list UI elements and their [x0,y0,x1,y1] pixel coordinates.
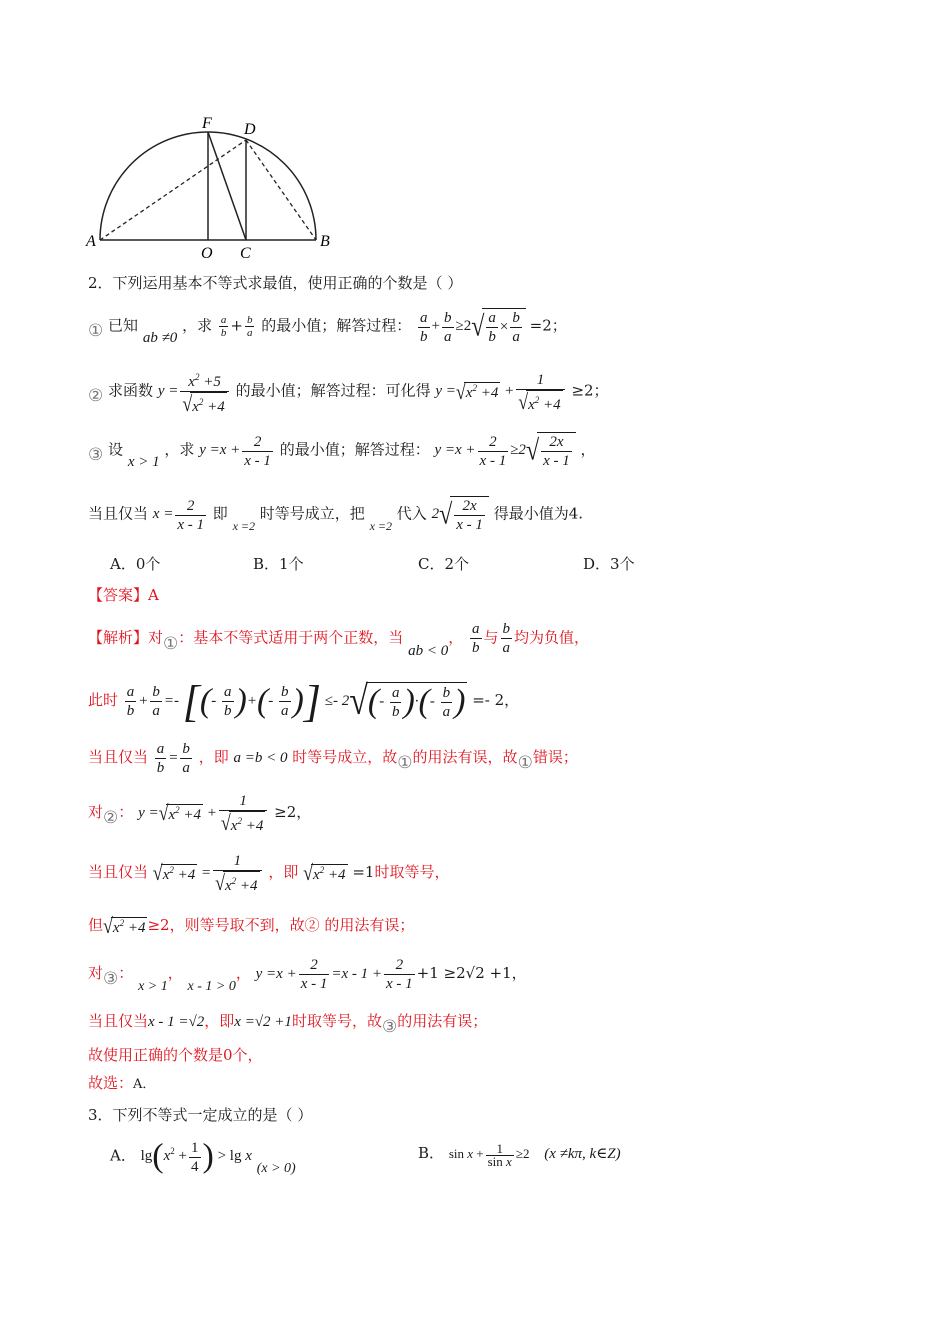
q2-stem: 2．下列运用基本不等式求最值，使用正确的个数是（ ） [88,274,463,292]
analysis-p10: 故选：A． [88,1074,156,1092]
marker-1: ① [88,321,104,342]
label-O: O [201,245,213,262]
label-B: B [320,233,330,250]
q2-item-1: ① 已知 ab ≠0 ，求 $\frac{a}{b}$ + $\frac{b}{a}$ 的最小值；解答过程： $\frac{a}{b}$ + $\frac{b}{a}$ ≥2√ $\frac{a}{b}$ × $\frac{b}{a}$ =2； [88,309,567,347]
segment-FC [208,132,246,240]
label-D: D [244,121,256,138]
analysis-p9: 故使用正确的个数是0个， [88,1046,263,1064]
q3-stem: 3．下列不等式一定成立的是（ ） [88,1106,313,1124]
marker-2: ② [88,386,104,407]
q2-option-c: C．2个 [418,555,470,573]
answer-line: 【答案】A [88,586,159,604]
segment-AD [100,140,246,240]
q2-option-b: B．1个 [253,555,304,573]
segment-DB [246,140,316,240]
label-F: F [202,115,212,132]
analysis-p3: 当且仅当 $\frac{a}{b}$ = $\frac{b}{a}$ ，即 a =b < 0 时等号成立，故①的用法有误，故①错误； [88,741,578,776]
label-A: A [86,233,96,250]
marker-3: ③ [88,445,104,466]
label-C: C [240,245,251,262]
q3-option-b: B． sin x + $\frac{1}{\text{sin x}}$ ≥2 (x ≠kπ, k∈Z) [418,1140,621,1169]
q2-item-2: ② 求函数 y = $\frac{x^2 +5}{√x^2 +4}$ 的最小值；解答过程：可化得 $y =√x^2 +4$ + $\frac{1}{√x^2 +4}$ ≥2； [88,368,609,416]
q2-option-a: A．0个 [110,555,161,573]
q2-item-1-formula: $\frac{a}{b}$ + $\frac{b}{a}$ ≥2√ $\frac{a}{b}$ × $\frac{b}{a}$ [416,318,530,334]
q2-item-3: ③ 设 x > 1 ，求 y =x + $\frac{2}{x - 1}$ 的最小值；解答过程： y =x + $\frac{2}{x - 1}$ ≥2√ $\frac{2x}{x - 1}$ ， [88,433,596,471]
analysis-p7: 对③： x > 1， x - 1 > 0， y =x + $\frac{2}{x - 1}$ =x - 1 + $\frac{2}{x - 1}$ +1 ≥2√2 +1， [88,957,527,994]
analysis-p5: 当且仅当 $√x^2 +4$ = $\frac{1}{√x^2 +4}$ ，即 $√x^2 +4 =1$时取等号， [88,853,450,895]
q2-option-d: D．3个 [583,555,635,573]
analysis-p1: 【解析】对①：基本不等式适用于两个正数，当 ab < 0， $\frac{a}{b}$ 与 $\frac{b}{a}$ 均为负值， [88,621,590,659]
semicircle-figure [80,110,340,265]
q3-option-a: A． $\lg(x^2$ + $\frac{1}{4}$ ) > lg x (x > 0) [110,1138,296,1177]
analysis-p2: 此时 $\frac{a}{b}$ + $\frac{b}{a}$ =- [(- $\frac{a}{b}$ )+(- $\frac{b}{a}$ )] ≤- 2√(- $\frac{a}{b}$ )·(- $\frac{b}{a}$ ) =- 2， [88,677,520,726]
analysis-p6: 但$√x^2 +4 \ge 2$，则等号取不到，故② 的用法有误； [88,913,415,938]
q2-line-4: 当且仅当 x = $\frac{2}{x - 1}$ 即 x =2 时等号成立，把 x =2 代入 2√ $\frac{2x}{x - 1}$ 得最小值为4. [88,497,584,534]
analysis-p8: 当且仅当x - 1 =√2，即x =√2 +1时取等号，故③的用法有误； [88,1012,488,1037]
analysis-p4: 对②： $y =√x^2 +4$ + $\frac{1}{√x^2 +4}$ ≥2， [88,793,312,835]
